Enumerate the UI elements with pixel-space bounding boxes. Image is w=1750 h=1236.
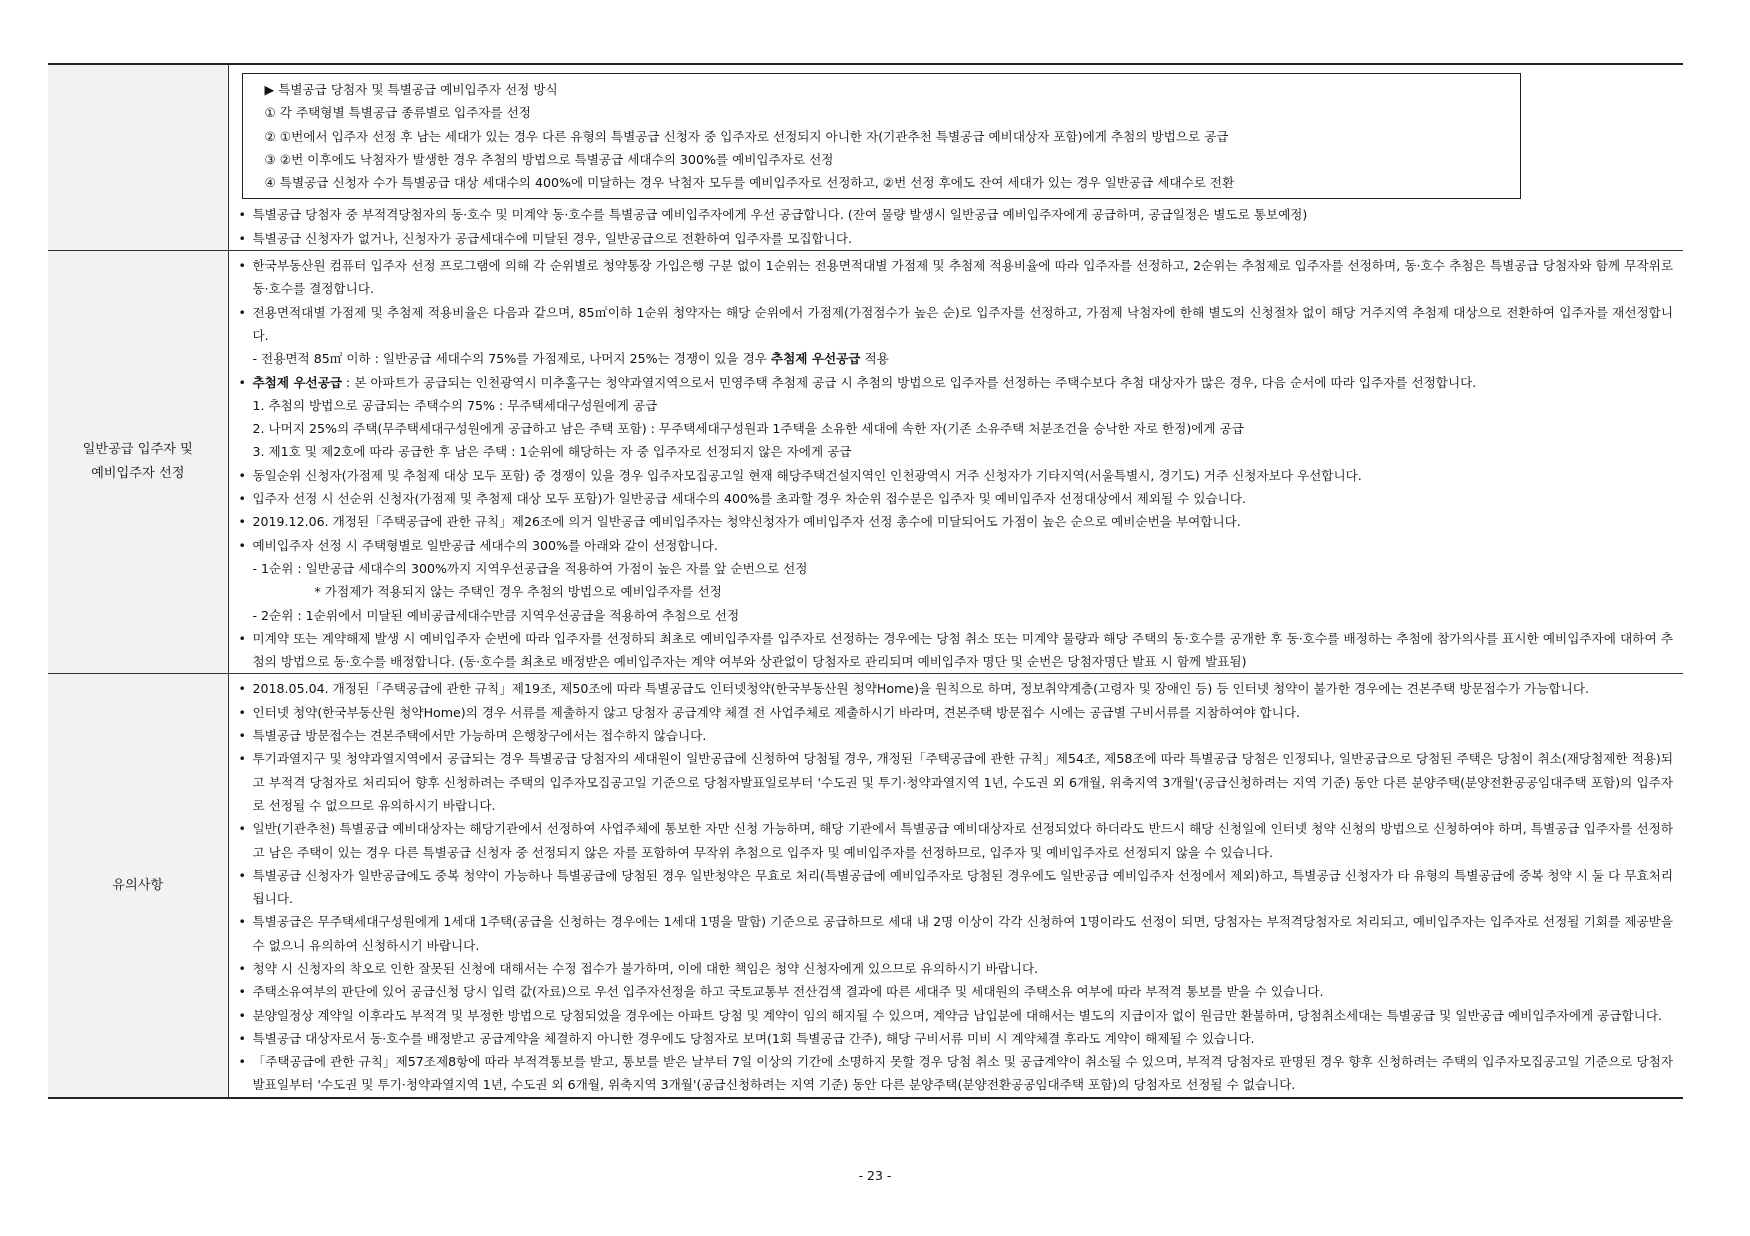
bullet-icon: •	[238, 821, 246, 837]
row-content	[228, 64, 1683, 251]
page-number: - 23 -	[858, 1168, 892, 1183]
row-notes	[48, 674, 1683, 1098]
bullet-icon: •	[238, 681, 246, 697]
bullet-item: • 청약 시 신청자의 착오로 인한 잘못된 신청에 대해서는 수정 접수가 불가하며, 이에 대한 책임은 청약 신청자에게 있으므로 유의하시기 바랍니다.	[239, 957, 1674, 980]
bullet-item: • 일반(기관추천) 특별공급 예비대상자는 해당기관에서 선정하여 사업주체에 통보한 자만 신청 가능하며, 해당 기관에서 특별공급 예비대상자로 선정되었다 하더라도 반드시 해당 신청일에 인터넷 청약 신청의 방법으로 신청하여야 하며, 특별공급 입주자를 선정하고 남은 주택이 있는 경우 다른 특별공급 신청자 중 선정되지 않은 자를 포함하여 무작위 추첨으로 입주자 및 예비입주자를 선정하므로, 입주자 및 예비입주자로 선정되지 않을 수 있습니다.	[239, 817, 1674, 864]
bullet-item: • 「주택공급에 관한 규칙」제57조제8항에 따라 부적격통보를 받고, 통보를 받은 날부터 7일 이상의 기간에 소명하지 못할 경우 당첨 취소 및 공급계약이 취소될 수 있으며, 부적격 당첨자로 판명된 경우 향후 신청하려는 주택의 입주자모집공고일 기준으로 당첨자발표일부터 '수도권 및 투기·청약과열지역 1년, 수도권 외 6개월, 위축지역 3개월'(공급신청하려는 지역 기준) 동안 다른 분양주택(분양전환공공임대주택 포함)의 당첨자로 선정될 수 없습니다.	[239, 1050, 1674, 1097]
bullet-icon: •	[238, 728, 246, 744]
notice-table	[48, 63, 1683, 1099]
sub-item: - 전용면적 85㎡ 이하 : 일반공급 세대수의 75%를 가점제로, 나머지 25%는 경쟁이 있을 경우 추첨제 우선공급 적용	[252, 351, 889, 367]
row-heading	[48, 251, 228, 674]
bullet-item: • 인터넷 청약(한국부동산원 청약Home)의 경우 서류를 제출하지 않고 당첨자 공급계약 체결 전 사업주체로 제출하시기 바라며, 견본주택 방문접수 시에는 공급별 구비서류를 지참하여야 합니다.	[239, 701, 1674, 724]
bullet-item: • 예비입주자 선정 시 주택형별로 일반공급 세대수의 300%를 아래와 같이 선정합니다.	[239, 534, 1674, 557]
bullet-item: • 주택소유여부의 판단에 있어 공급신청 당시 입력 값(자료)으로 우선 입주자선정을 하고 국토교통부 전산검색 결과에 따른 세대주 및 세대원의 주택소유 여부에 따라 부적격 통보를 받을 수 있습니다.	[239, 980, 1674, 1003]
row-heading: 유의사항	[48, 674, 228, 1098]
bullet-item: • 특별공급 당첨자 중 부적격당첨자의 동·호수 및 미계약 동·호수를 특별공급 예비입주자에게 우선 공급합니다. (잔여 물량 발생시 일반공급 예비입주자에게 공급하며, 공급일정은 별도로 통보예정)	[239, 203, 1674, 226]
heading-line: 예비입주자 선정	[91, 466, 185, 482]
heading-line: 일반공급 입주자 및	[82, 442, 193, 458]
row-general-supply	[48, 251, 1683, 674]
bullet-item: • 분양일정상 계약일 이후라도 부적격 및 부정한 방법으로 당첨되었을 경우에는 아파트 당첨 및 계약이 임의 해지될 수 있으며, 계약금 납입분에 대해서는 별도의 지급이자 없이 원금만 환불하며, 당첨취소세대는 특별공급 및 일반공급 예비입주자에게 공급합니다.	[239, 1004, 1674, 1027]
bullet-item: • 특별공급은 무주택세대구성원에게 1세대 1주택(공급을 신청하는 경우에는 1세대 1명을 말함) 기준으로 공급하므로 세대 내 2명 이상이 각각 신청하여 1명이라도 선정이 되면, 당첨자는 부적격당첨자로 처리되고, 예비입주자는 입주자로 선정될 기회를 제공받을 수 없으니 유의하여 신청하시기 바랍니다.	[239, 910, 1674, 957]
row-heading-empty	[48, 64, 228, 251]
box-line: ② ①번에서 입주자 선정 후 남는 세대가 있는 경우 다른 유형의 특별공급 신청자 중 입주자로 선정되지 아니한 자(기관추천 특별공급 예비대상자 포함)에게 추첨의 방법으로 공급	[264, 128, 1229, 144]
bullet-item: • 특별공급 방문접수는 견본주택에서만 가능하며 은행창구에서는 접수하지 않습니다.	[239, 724, 1674, 747]
row-content	[228, 251, 1683, 674]
bullet-item: • 특별공급 대상자로서 동·호수를 배정받고 공급계약을 체결하지 아니한 경우에도 당첨자로 보며(1회 특별공급 간주), 해당 구비서류 미비 시 계약체결 후라도 계약이 해제될 수 있습니다.	[239, 1027, 1674, 1050]
bullet-item: • 전용면적대별 가점제 및 추첨제 적용비율은 다음과 같으며, 85㎡이하 1순위 청약자는 해당 순위에서 가점제(가점점수가 높은 순)로 입주자를 선정하고, 가점제 낙첨자에 한해 별도의 신청절차 없이 해당 거주지역 추첨제 대상으로 전환하여 입주자를 재선정합니다.	[239, 301, 1674, 348]
bullet-icon: •	[238, 491, 246, 507]
bullet-icon: •	[238, 960, 246, 976]
bullet-item: • 입주자 선정 시 선순위 신청자(가점제 및 추첨제 대상 모두 포함)가 일반공급 세대수의 400%를 초과할 경우 차순위 접수분은 입주자 및 예비입주자 선정대상에서 제외될 수 있습니다.	[239, 487, 1674, 510]
bullet-item: • 특별공급 신청자가 일반공급에도 중복 청약이 가능하나 특별공급에 당첨된 경우 일반청약은 무효로 처리(특별공급에 예비입주자로 당첨된 경우에도 일반공급 예비입주자 선정에서 제외)하고, 특별공급 신청자가 타 유형의 특별공급에 중복 청약 시 둘 다 무효처리 됩니다.	[239, 864, 1674, 911]
bullet-icon: •	[238, 1030, 246, 1046]
bullet-icon: •	[238, 207, 246, 223]
bullet-item: • 미계약 또는 계약해제 발생 시 예비입주자 순번에 따라 입주자를 선정하되 최초로 예비입주자를 입주자로 선정하는 경우에는 당첨 취소 또는 미계약 물량과 해당 주택의 동·호수를 공개한 후 동·호수를 배정하는 추첨에 참가의사를 표시한 예비입주자에 대하여 추첨의 방법으로 동·호수를 배정합니다. (동·호수를 최초로 배정받은 예비입주자는 계약 여부와 상관없이 당첨자로 관리되며 예비입주자 명단 및 순번은 당첨자명단 발표 시 함께 발표됨)	[239, 627, 1674, 674]
bullet-icon: •	[238, 1007, 246, 1023]
bullet-icon: •	[238, 704, 246, 720]
bullet-icon: •	[238, 1054, 246, 1070]
selection-method-box	[242, 73, 1521, 199]
bullet-item: • 2019.12.06. 개정된「주택공급에 관한 규칙」제26조에 의거 일반공급 예비입주자는 청약신청자가 예비입주자 선정 총수에 미달되어도 가점이 높은 순으로 예비순번을 부여합니다.	[239, 510, 1674, 533]
bullet-icon: •	[238, 914, 246, 930]
bullet-icon: •	[238, 984, 246, 1000]
box-line: ① 각 주택형별 특별공급 종류별로 입주자를 선정	[264, 105, 531, 121]
row-special-supply	[48, 64, 1683, 251]
bullet-item: • 특별공급 신청자가 없거나, 신청자가 공급세대수에 미달된 경우, 일반공급으로 전환하여 입주자를 모집합니다.	[239, 227, 1674, 250]
bullet-icon: •	[238, 751, 246, 767]
sub-item: - 1순위 : 일반공급 세대수의 300%까지 지역우선공급을 적용하여 가점이 높은 자를 앞 순번으로 선정	[252, 560, 808, 576]
bullet-icon: •	[238, 258, 246, 274]
bullet-item: • 투기과열지구 및 청약과열지역에서 공급되는 경우 특별공급 당첨자의 세대원이 일반공급에 신청하여 당첨될 경우, 개정된「주택공급에 관한 규칙」제54조, 제58조에 따라 특별공급 당첨은 인정되나, 일반공급으로 당첨된 주택은 당첨이 취소(재당첨제한 적용)되고 부적격 당첨자로 처리되어 향후 신청하려는 주택의 입주자모집공고일 기준으로 당첨자발표일로부터 '수도권 및 투기·청약과열지역 1년, 수도권 외 6개월, 위축지역 3개월'(공급신청하려는 지역 기준) 동안 다른 분양주택(분양전환공공임대주택 포함)의 입주자로 선정될 수 없으므로 유의하시기 바랍니다.	[239, 747, 1674, 817]
bullet-icon: •	[238, 374, 246, 390]
bullet-item: • 동일순위 신청자(가점제 및 추첨제 대상 모두 포함) 중 경쟁이 있을 경우 입주자모집공고일 현재 해당주택건설지역인 인천광역시 거주 신청자가 기타지역(서울특별시, 경기도) 거주 신청자보다 우선합니다.	[239, 464, 1674, 487]
bullet-icon: •	[238, 514, 246, 530]
bullet-icon: •	[238, 867, 246, 883]
numbered-item: 2. 나머지 25%의 주택(무주택세대구성원에게 공급하고 남은 주택 포함) : 무주택세대구성원과 1주택을 소유한 세대에 속한 자(기존 소유주택 처분조건을 승낙한 자로 한정)에게 공급	[252, 421, 1244, 437]
bullet-icon: •	[238, 467, 246, 483]
box-line: ③ ②번 이후에도 낙첨자가 발생한 경우 추첨의 방법으로 특별공급 세대수의 300%를 예비입주자로 선정	[264, 151, 834, 167]
bullet-icon: •	[238, 630, 246, 646]
numbered-item: 3. 제1호 및 제2호에 따라 공급한 후 남은 주택 : 1순위에 해당하는 자 중 입주자로 선정되지 않은 자에게 공급	[252, 444, 852, 460]
bullet-item: • 한국부동산원 컴퓨터 입주자 선정 프로그램에 의해 각 순위별로 청약통장 가입은행 구분 없이 1순위는 전용면적대별 가점제 및 추첨제 적용비율에 따라 입주자를 선정하고, 2순위는 추첨제로 입주자를 선정하며, 동·호수 추첨은 특별공급 당첨자와 함께 무작위로 동·호수를 결정합니다.	[239, 254, 1674, 301]
bullet-icon: •	[238, 304, 246, 320]
box-line: ▶ 특별공급 당첨자 및 특별공급 예비입주자 선정 방식	[264, 82, 558, 97]
bullet-icon: •	[238, 230, 246, 246]
bullet-item: • 추첨제 우선공급 : 본 아파트가 공급되는 인천광역시 미추홀구는 청약과열지역으로서 민영주택 추첨제 공급 시 추첨의 방법으로 입주자를 선정하는 주택수보다 추첨 대상자가 많은 경우, 다음 순서에 따라 입주자를 선정합니다.	[239, 371, 1674, 394]
bullet-icon: •	[238, 537, 246, 553]
note-item: * 가점제가 적용되지 않는 주택인 경우 추첨의 방법으로 예비입주자를 선정	[314, 584, 722, 600]
bullet-item: • 2018.05.04. 개정된「주택공급에 관한 규칙」제19조, 제50조에 따라 특별공급도 인터넷청약(한국부동산원 청약Home)을 원칙으로 하며, 정보취약계층(고령자 및 장애인 등) 등 인터넷 청약이 불가한 경우에는 견본주택 방문접수가 가능합니다.	[239, 677, 1674, 700]
row-content	[228, 674, 1683, 1098]
box-line: ④ 특별공급 신청자 수가 특별공급 대상 세대수의 400%에 미달하는 경우 낙첨자 모두를 예비입주자로 선정하고, ②번 선정 후에도 잔여 세대가 있는 경우 일반공급 세대수로 전환	[264, 175, 1235, 191]
sub-item: - 2순위 : 1순위에서 미달된 예비공급세대수만큼 지역우선공급을 적용하여 추첨으로 선정	[252, 607, 740, 623]
numbered-item: 1. 추첨의 방법으로 공급되는 주택수의 75% : 무주택세대구성원에게 공급	[252, 397, 658, 413]
